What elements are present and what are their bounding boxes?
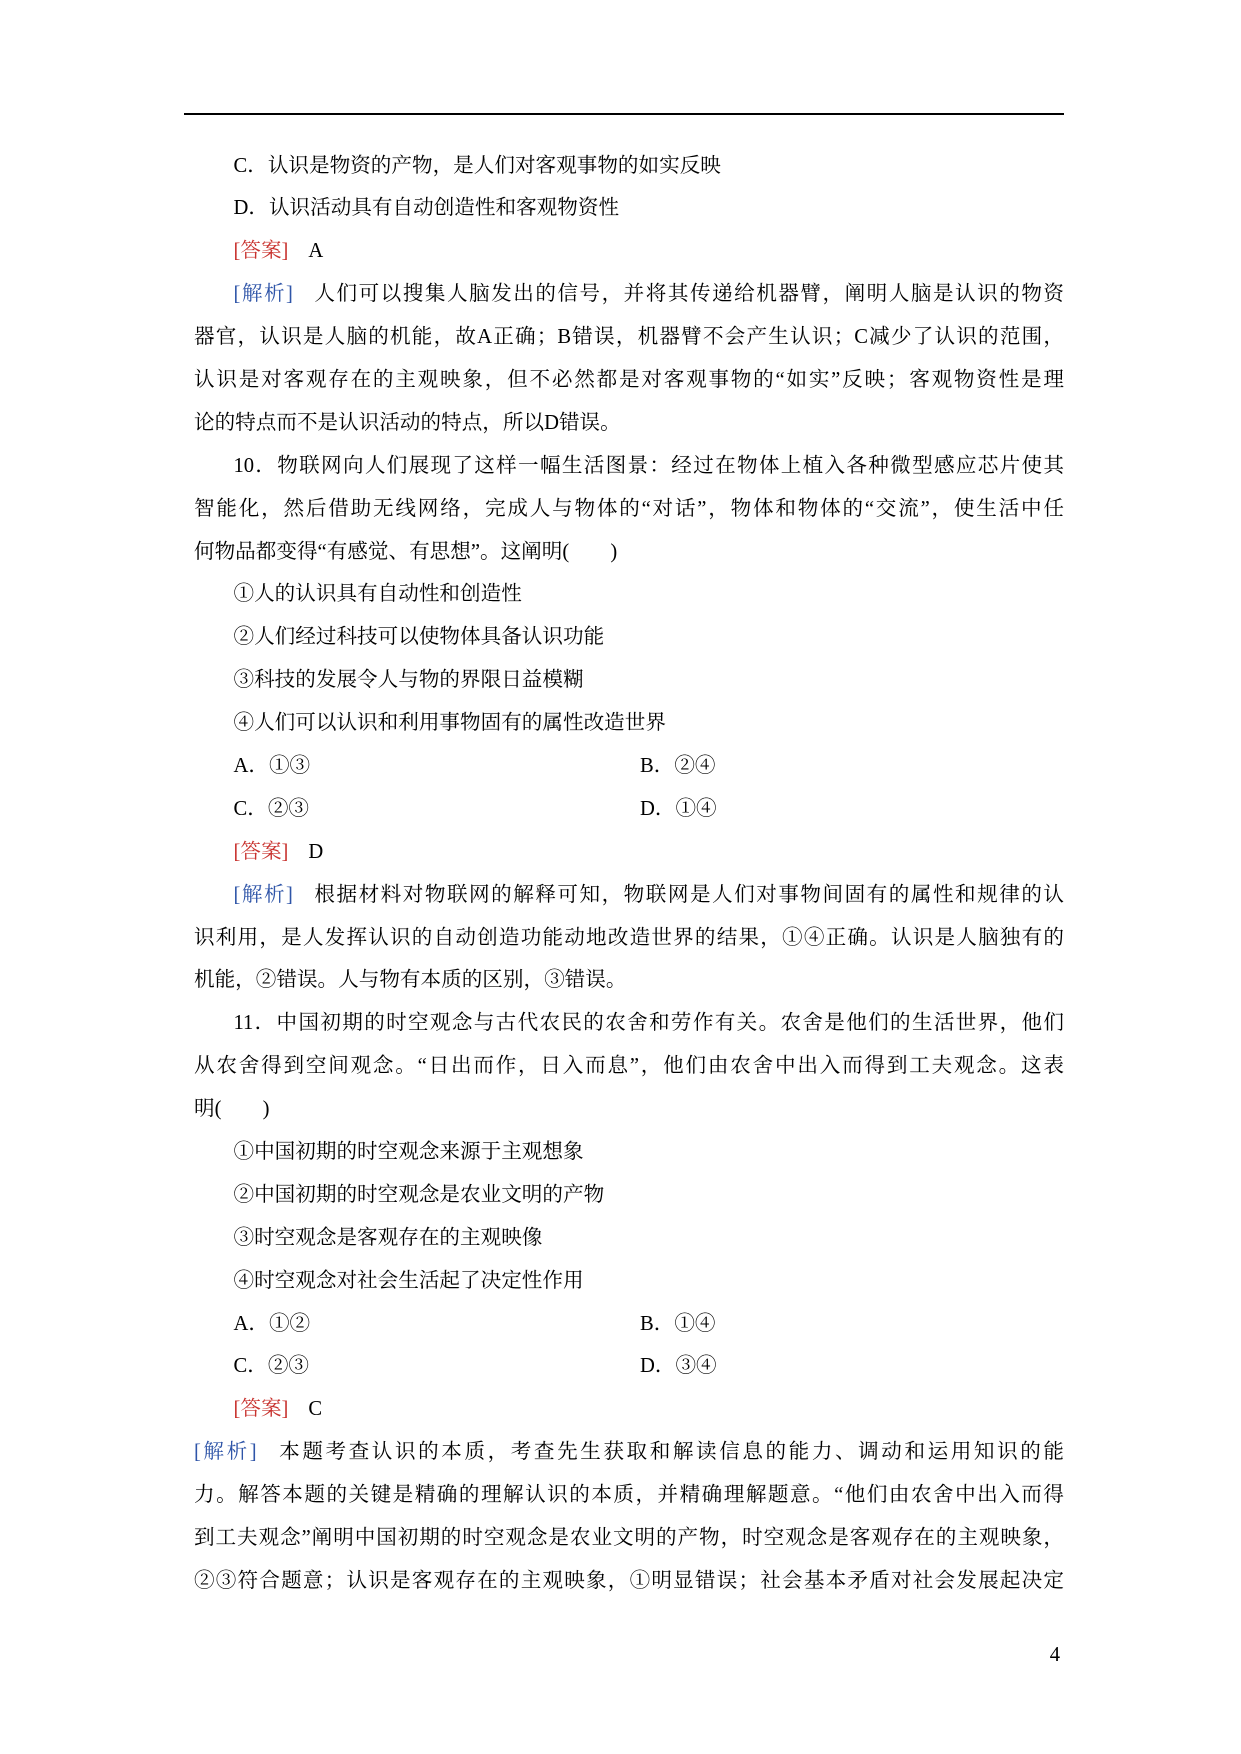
question-11 (194, 1002, 1064, 1602)
choice-d: D．③④ (640, 1355, 717, 1378)
statement-line: ①中国初期的时空观念来源于主观想象 (233, 1140, 584, 1163)
choice-row (194, 1303, 1064, 1346)
choice-a: A．①③ (233, 754, 311, 777)
question-continued (194, 145, 1064, 445)
choice-c: C．②③ (233, 797, 310, 820)
analysis-line: 到工夫观念”阐明中国初期的时空观念是农业文明的产物，时空观念是客观存在的主观映象， (194, 1527, 1064, 1549)
answer-line (194, 230, 1064, 273)
analysis-line: 识利用，是人发挥认识的自动创造功能动地改造世界的结果，①④正确。认识是人脑独有的 (194, 926, 1064, 949)
choice-d: D．①④ (640, 797, 717, 820)
statement-line: ①人的认识具有自动性和创造性 (233, 583, 522, 606)
statement-line: ②中国初期的时空观念是农业文明的产物 (233, 1183, 605, 1206)
page-number: 4 (1049, 1644, 1060, 1666)
analysis-line (194, 273, 1064, 316)
option-line: D．认识活动具有自动创造性和客观物资性 (233, 197, 620, 220)
analysis-line: 力。解答本题的关键是精确的理解认识的本质，并精确理解题意。“他们由农舍中出入而得 (194, 1484, 1064, 1507)
answer-label: [答案] (233, 240, 289, 263)
analysis-line: 器官，认识是人脑的机能，故A正确；B错误，机器臂不会产生认识；C减少了认识的范围， (194, 326, 1064, 349)
answer-value: D (308, 840, 324, 863)
question-10 (194, 445, 1064, 1003)
answer-label: [答案] (233, 1398, 289, 1421)
analysis-label: [解析] (233, 883, 293, 906)
analysis-line: 机能，②错误。人与物有本质的区别，③错误。 (194, 969, 627, 992)
statement-line: ③科技的发展令人与物的界限日益模糊 (233, 669, 584, 692)
question-stem-line: 明( ) (194, 1098, 270, 1121)
option-line: C．认识是物资的产物，是人们对客观事物的如实反映 (233, 154, 721, 177)
header-rule (184, 113, 1064, 115)
choice-b: B．②④ (640, 754, 716, 777)
question-stem-line: 智能化，然后借助无线网络，完成人与物体的“对话”，物体和物体的“交流”，使生活中任 (194, 497, 1064, 520)
analysis-label: [解析] (233, 283, 293, 306)
answer-label: [答案] (233, 840, 289, 863)
analysis-line: ②③符合题意；认识是客观存在的主观映象，①明显错误；社会基本矛盾对社会发展起决定 (194, 1569, 1064, 1592)
analysis-text: 本题考查认识的本质，考查先生获取和解读信息的能力、调动和运用知识的能 (276, 1441, 1064, 1464)
analysis-line: 认识是对客观存在的主观映象，但不必然都是对客观事物的“如实”反映；客观物资性是理 (194, 368, 1064, 391)
answer-value: A (308, 240, 324, 263)
choice-b: B．①④ (640, 1312, 716, 1335)
question-stem-line: 从农舍得到空间观念。“日出而作，日入而息”，他们由农舍中出入而得到工夫观念。这表 (194, 1055, 1064, 1078)
analysis-line (194, 874, 1064, 917)
document-body (194, 145, 1064, 1603)
statement-line: ④人们可以认识和利用事物固有的属性改造世界 (233, 712, 666, 735)
analysis-text: 人们可以搜集人脑发出的信号，并将其传递给机器臂，阐明人脑是认识的物资 (312, 283, 1064, 306)
analysis-line (194, 1431, 1064, 1474)
statement-line: ③时空观念是客观存在的主观映像 (233, 1226, 543, 1249)
question-stem-line: 10．物联网向人们展现了这样一幅生活图景：经过在物体上植入各种微型感应芯片使其 (233, 454, 1064, 477)
question-stem-line: 11．中国初期的时空观念与古代农民的农舍和劳作有关。农舍是他们的生活世界，他们 (233, 1012, 1064, 1035)
choice-c: C．②③ (233, 1355, 310, 1378)
question-stem-line: 何物品都变得“有感觉、有思想”。这阐明( ) (194, 540, 618, 563)
answer-value: C (308, 1398, 323, 1421)
statement-line: ④时空观念对社会生活起了决定性作用 (233, 1269, 584, 1292)
analysis-line: 论的特点而不是认识活动的特点，所以D错误。 (194, 411, 621, 434)
choice-row (194, 788, 1064, 831)
analysis-text: 根据材料对物联网的解释可知，物联网是人们对事物间固有的属性和规律的认 (312, 883, 1064, 906)
answer-line (194, 831, 1064, 874)
analysis-label: [解析] (194, 1441, 257, 1464)
choice-row (194, 745, 1064, 788)
choice-a: A．①② (233, 1312, 311, 1335)
statement-line: ②人们经过科技可以使物体具备认识功能 (233, 626, 605, 649)
answer-line (194, 1388, 1064, 1431)
choice-row (194, 1345, 1064, 1388)
